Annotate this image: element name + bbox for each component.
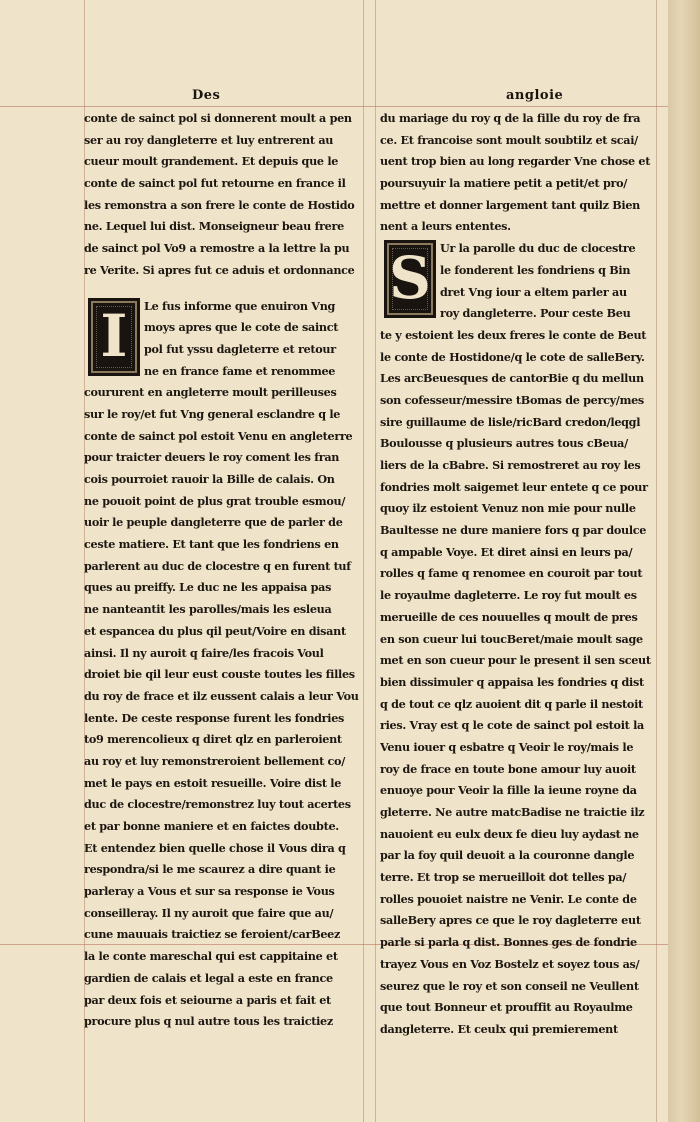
text-line: Et entendez bien quelle chose il Vous dira q xyxy=(84,840,346,855)
text-line: merueille de ces nouuelles q moult de pres xyxy=(380,609,638,624)
text-line: droiet bie qil leur eust couste toutes les filles xyxy=(84,667,355,682)
text-line: coururent en angleterre moult perilleuses xyxy=(84,385,337,400)
text-line: conte de sainct pol si donnerent moult a pen xyxy=(84,111,352,125)
text-line: par la foy quil deuoit a la couronne dangle xyxy=(380,848,635,863)
text-line: uent trop bien au long regarder Vne chose et xyxy=(380,154,651,169)
text-line: du mariage du roy q de la fille du roy de fra xyxy=(380,111,641,125)
text-line: conte de sainct pol estoit Venu en angleterre xyxy=(84,428,353,443)
text-line: ce. Et francoise sont moult soubtilz et scai/ xyxy=(380,132,638,147)
text-line: terre. Et trop se merueilloit dot telles pa/ xyxy=(380,870,627,885)
top-rule xyxy=(0,106,668,107)
text-line: Le fus informe que enuiron Vng xyxy=(144,298,336,313)
text-line: poursuyuir la matiere petit a petit/et pro/ xyxy=(380,176,628,191)
text-line: roy de frace en toute bone amour luy auoit xyxy=(380,761,636,776)
text-line: gleterre. Ne autre matcBadise ne traictie ilz xyxy=(380,805,645,819)
text-line: roy dangleterre. Pour ceste Beu xyxy=(440,306,631,321)
right-body-paragraph xyxy=(380,325,655,1041)
text-line: respondra/si le me scaurez a dire quant ie xyxy=(84,862,336,877)
text-line: par deux fois et seiourne a paris et fait et xyxy=(84,992,331,1007)
text-line: Ur la parolle du duc de clocestre xyxy=(440,241,636,256)
text-line: le conte de Hostidone/q le cote de salleBery. xyxy=(380,349,645,364)
text-line: to9 merencolieux q diret qlz en parleroient xyxy=(84,732,342,747)
text-line: trayez Vous en Voz Bostelz et soyez tous as/ xyxy=(380,956,640,971)
running-head-right: angloie xyxy=(506,88,564,103)
text-line: fondries molt saigemet leur entete q ce pour xyxy=(380,479,648,494)
text-line: cune mauuais traictiez se feroient/carBeez xyxy=(84,927,341,942)
text-line: dret Vng iour a eltem parler au xyxy=(440,284,627,299)
text-line: seurez que le roy et son conseil ne Veullent xyxy=(380,978,639,993)
text-line: Venu iouer q esbatre q Veoir le roy/mais le xyxy=(380,739,634,754)
text-line: ne nanteantit les parolles/mais les esleua xyxy=(84,602,332,617)
text-line: gardien de calais et legal a este en france xyxy=(84,970,333,985)
right-initial-paragraph xyxy=(380,238,655,325)
running-head-left: Des xyxy=(192,88,221,103)
text-line: duc de clocestre/remonstrez luy tout acertes xyxy=(84,797,351,812)
text-line: enuoye pour Veoir la fille la ieune royne da xyxy=(380,783,637,798)
text-line: conte de sainct pol fut retourne en france il xyxy=(84,176,346,191)
text-line: quoy ilz estoient Venuz non mie pour nulle xyxy=(380,501,636,516)
text-line: q ampable Voye. Et diret ainsi en leurs pa/ xyxy=(380,544,633,559)
text-line: salleBery apres ce que le roy dagleterre eut xyxy=(380,913,641,928)
text-line: et espancea du plus qil peut/Voire en disant xyxy=(84,623,346,638)
text-line: pour traicter deuers le roy coment les fran xyxy=(84,450,340,465)
text-line: le fonderent les fondriens q Bin xyxy=(440,262,631,277)
text-line: du roy de frace et ilz eussent calais a leur Vou xyxy=(84,688,359,703)
left-body-paragraph xyxy=(84,382,364,1033)
text-line: ceste matiere. Et tant que les fondriens en xyxy=(84,537,339,552)
text-line: sur le roy/et fut Vng general esclandre q le xyxy=(84,406,341,421)
text-line: ser au roy dangleterre et luy entrerent au xyxy=(84,132,334,147)
text-line: parlerent au duc de clocestre q en furent tuf xyxy=(84,558,351,573)
text-line: met en son cueur pour le present il sen sceut xyxy=(380,653,651,668)
text-line: lente. De ceste response furent les fondries xyxy=(84,710,345,725)
text-line: ne. Lequel lui dist. Monseigneur beau frere xyxy=(84,219,344,234)
text-line: procure plus q nul autre tous les traictiez xyxy=(84,1014,333,1029)
text-line: ques au preiffy. Le duc ne les appaisa pas xyxy=(84,580,332,595)
text-line: son cofesseur/messire tBomas de percy/mes xyxy=(380,392,644,407)
text-line: liers de la cBabre. Si remostreret au roy les xyxy=(380,458,641,472)
text-line: nauoient eu eulx deux fe dieu luy aydast ne xyxy=(380,826,639,841)
left-initial-paragraph xyxy=(84,296,364,383)
text-line: mettre et donner largement tant quilz Bien xyxy=(380,197,640,212)
text-line: de sainct pol Vo9 a remostre a la lettre la pu xyxy=(84,241,350,256)
text-line: en son cueur lui toucBeret/maie moult sage xyxy=(380,631,643,646)
text-line: ne en france fame et renommee xyxy=(144,363,336,378)
margin-rule-right xyxy=(656,0,657,1122)
text-line: ainsi. Il ny auroit q faire/les fracois Voul xyxy=(84,645,324,660)
text-line: sire guillaume de lisle/ricBard credon/leqgl xyxy=(380,414,641,429)
text-line: parleray a Vous et sur sa response ie Vous xyxy=(84,884,335,899)
gutter-rule-right xyxy=(375,0,376,1122)
text-line: les remonstra a son frere le conte de Hostido xyxy=(84,197,355,212)
decorated-initial-i: I xyxy=(88,298,140,376)
right-top-paragraph xyxy=(380,108,655,238)
left-top-paragraph xyxy=(84,108,364,282)
text-line: rolles pouoiet naistre ne Venir. Le conte de xyxy=(380,891,637,906)
text-line: bien dissimuler q appaisa les fondries q dist xyxy=(380,674,644,689)
text-line: moys apres que le cote de sainct xyxy=(144,320,339,335)
text-line: au roy et luy remonstreroient bellement co/ xyxy=(84,753,346,768)
text-line: uoir le peuple dangleterre que de parler de xyxy=(84,515,343,530)
text-line: ne pouoit point de plus grat trouble esmou/ xyxy=(84,493,346,508)
text-line: conseilleray. Il ny auroit que faire que au/ xyxy=(84,905,334,920)
text-line: et par bonne maniere et en faictes doubte. xyxy=(84,819,339,833)
text-line: que tout Bonneur et prouffit au Royaulme xyxy=(380,1000,633,1015)
text-line: cois pourroiet rauoir la Bille de calais. On xyxy=(84,472,335,486)
decorated-initial-s: S xyxy=(384,240,436,318)
text-line: te y estoient les deux freres le conte de Beut xyxy=(380,327,647,342)
text-line: dangleterre. Et ceulx qui premierement xyxy=(380,1021,618,1036)
text-line: la le conte mareschal qui est cappitaine et xyxy=(84,949,338,964)
text-line: met le pays en estoit resueille. Voire dist le xyxy=(84,775,342,790)
text-line: Boulousse q plusieurs autres tous cBeua/ xyxy=(380,436,628,451)
text-line: rolles q fame q renomee en couroit par tout xyxy=(380,566,643,581)
text-line: q de tout ce qlz auoient dit q parle il nestoit xyxy=(380,696,643,711)
text-line: re Verite. Si apres fut ce aduis et ordonnance xyxy=(84,262,355,277)
right-column xyxy=(380,108,655,1041)
left-column xyxy=(84,108,364,1033)
text-line: cueur moult grandement. Et depuis que le xyxy=(84,154,339,169)
page-edge xyxy=(668,0,700,1122)
text-line: Baultesse ne dure maniere fors q par doulce xyxy=(380,523,647,538)
text-line: parle si parla q dist. Bonnes ges de fondrie xyxy=(380,935,637,950)
text-line: nent a leurs ententes. xyxy=(380,219,511,234)
text-line: ries. Vray est q le cote de sainct pol estoit la xyxy=(380,718,645,733)
text-line: le royaulme dagleterre. Le roy fut moult es xyxy=(380,588,637,603)
text-line: Les arcBeuesques de cantorBie q du mellun xyxy=(380,371,644,386)
text-line: pol fut yssu dagleterre et retour xyxy=(144,341,336,356)
